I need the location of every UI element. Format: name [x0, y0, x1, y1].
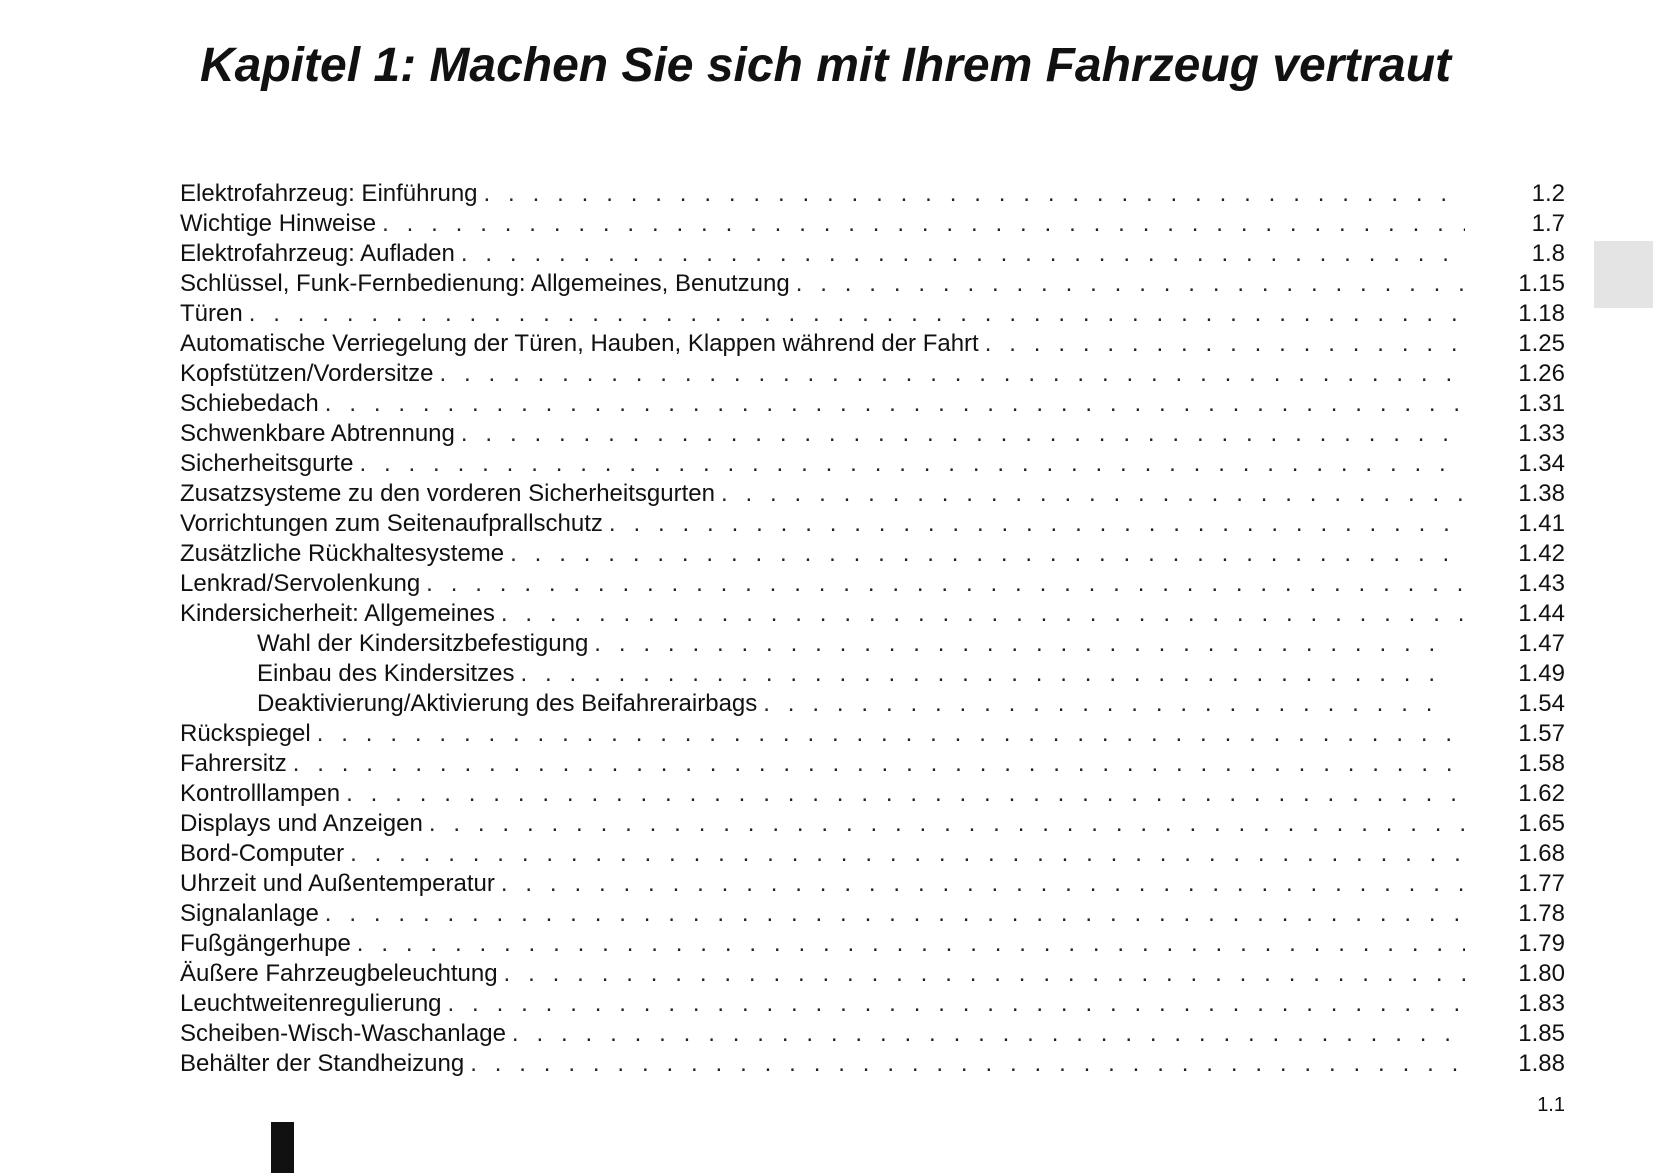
toc-entry-page: 1.78 — [1518, 900, 1565, 927]
toc-entry-label: Fußgängerhupe — [180, 930, 351, 957]
toc-dot-leader — [461, 239, 1465, 269]
toc-entry-label: Wichtige Hinweise — [180, 210, 377, 237]
toc-entry-page: 1.79 — [1518, 930, 1565, 957]
toc-entry[interactable] — [180, 419, 1565, 449]
toc-entry-label: Schiebedach — [180, 390, 319, 417]
toc-entry-page: 1.38 — [1518, 480, 1565, 507]
table-of-contents — [180, 179, 1565, 1079]
toc-entry-label: Äußere Fahrzeugbeleuchtung — [180, 960, 498, 987]
toc-entry-label: Deaktivierung/Aktivierung des Beifahrerairbags — [257, 690, 758, 717]
toc-entry-label: Automatische Verriegelung der Türen, Hauben, Klappen während der Fahrt — [180, 330, 979, 357]
toc-subentry[interactable] — [180, 659, 1565, 689]
toc-dot-leader — [359, 449, 1465, 479]
toc-entry[interactable] — [180, 839, 1565, 869]
toc-entry[interactable] — [180, 239, 1565, 269]
toc-dot-leader — [317, 719, 1465, 749]
toc-entry-page: 1.25 — [1518, 330, 1565, 357]
toc-entry-page: 1.7 — [1531, 210, 1565, 237]
toc-entry-page: 1.41 — [1518, 510, 1565, 537]
toc-entry-page: 1.88 — [1518, 1050, 1565, 1077]
toc-entry-page: 1.49 — [1518, 660, 1565, 687]
toc-dot-leader — [448, 989, 1465, 1019]
toc-entry-page: 1.62 — [1518, 780, 1565, 807]
toc-entry-label: Vorrichtungen zum Seitenaufprallschutz — [180, 510, 603, 537]
toc-entry[interactable] — [180, 449, 1565, 479]
toc-entry-label: Zusätzliche Rückhaltesysteme — [180, 540, 505, 567]
toc-entry-page: 1.33 — [1518, 420, 1565, 447]
toc-dot-leader — [796, 269, 1465, 299]
toc-entry-page: 1.85 — [1518, 1020, 1565, 1047]
toc-dot-leader — [325, 389, 1465, 419]
toc-dot-leader — [763, 689, 1435, 719]
toc-entry-label: Leuchtweitenregulierung — [180, 990, 442, 1017]
toc-entry-label: Schwenkbare Abtrennung — [180, 420, 455, 447]
toc-entry-page: 1.58 — [1518, 750, 1565, 777]
toc-entry-label: Kontrolllampen — [180, 780, 341, 807]
toc-entry[interactable] — [180, 869, 1565, 899]
toc-entry-label: Elektrofahrzeug: Aufladen — [180, 240, 455, 267]
toc-entry-page: 1.57 — [1518, 720, 1565, 747]
toc-subentry[interactable] — [180, 629, 1565, 659]
toc-entry[interactable] — [180, 779, 1565, 809]
toc-dot-leader — [501, 599, 1465, 629]
toc-dot-leader — [429, 809, 1465, 839]
toc-entry[interactable] — [180, 179, 1565, 209]
toc-entry-label: Schlüssel, Funk-Fernbedienung: Allgemeines, Benutzung — [180, 270, 790, 297]
toc-entry-label: Signalanlage — [180, 900, 319, 927]
toc-entry-label: Einbau des Kindersitzes — [257, 660, 515, 687]
toc-entry[interactable] — [180, 329, 1565, 359]
toc-entry[interactable] — [180, 359, 1565, 389]
toc-entry-page: 1.18 — [1518, 300, 1565, 327]
toc-entry[interactable] — [180, 1019, 1565, 1049]
toc-entry-page: 1.42 — [1518, 540, 1565, 567]
toc-entry[interactable] — [180, 749, 1565, 779]
toc-dot-leader — [501, 869, 1465, 899]
toc-entry-page: 1.80 — [1518, 960, 1565, 987]
toc-entry[interactable] — [180, 599, 1565, 629]
toc-entry-page: 1.54 — [1518, 690, 1565, 717]
toc-dot-leader — [520, 659, 1435, 689]
toc-entry-label: Scheiben-Wisch-Waschanlage — [180, 1020, 506, 1047]
toc-dot-leader — [357, 929, 1465, 959]
toc-entry-page: 1.26 — [1518, 360, 1565, 387]
toc-dot-leader — [470, 1049, 1465, 1079]
toc-dot-leader — [721, 479, 1465, 509]
toc-entry-label: Türen — [180, 300, 243, 327]
toc-entry-page: 1.2 — [1531, 180, 1565, 207]
toc-entry-page: 1.44 — [1518, 600, 1565, 627]
toc-entry-label: Fahrersitz — [180, 750, 287, 777]
toc-dot-leader — [504, 959, 1465, 989]
page-title: Kapitel 1: Machen Sie sich mit Ihrem Fahrzeug vertraut — [200, 39, 1451, 92]
toc-entry[interactable] — [180, 899, 1565, 929]
toc-entry[interactable] — [180, 719, 1565, 749]
toc-dot-leader — [594, 629, 1435, 659]
toc-entry-page: 1.65 — [1518, 810, 1565, 837]
toc-entry-page: 1.47 — [1518, 630, 1565, 657]
toc-dot-leader — [426, 569, 1465, 599]
toc-entry[interactable] — [180, 509, 1565, 539]
toc-entry[interactable] — [180, 269, 1565, 299]
toc-entry-page: 1.43 — [1518, 570, 1565, 597]
toc-entry-page: 1.31 — [1518, 390, 1565, 417]
toc-entry-page: 1.68 — [1518, 840, 1565, 867]
toc-entry[interactable] — [180, 809, 1565, 839]
print-crop-mark — [271, 1122, 294, 1173]
toc-entry-label: Behälter der Standheizung — [180, 1050, 465, 1077]
toc-dot-leader — [484, 179, 1465, 209]
toc-entry-label: Bord-Computer — [180, 840, 345, 867]
toc-entry[interactable] — [180, 209, 1565, 239]
toc-entry-page: 1.34 — [1518, 450, 1565, 477]
toc-entry-label: Kopfstützen/Vordersitze — [180, 360, 434, 387]
toc-entry-page: 1.8 — [1531, 240, 1565, 267]
toc-entry-label: Lenkrad/Servolenkung — [180, 570, 421, 597]
toc-entry-label: Rückspiegel — [180, 720, 311, 747]
toc-entry[interactable] — [180, 929, 1565, 959]
toc-entry-page: 1.15 — [1518, 270, 1565, 297]
toc-dot-leader — [439, 359, 1465, 389]
chapter-tab-marker — [1594, 241, 1653, 308]
toc-entry-label: Zusatzsysteme zu den vorderen Sicherheitsgurten — [180, 480, 715, 507]
toc-entry-label: Sicherheitsgurte — [180, 450, 354, 477]
toc-entry-label: Wahl der Kindersitzbefestigung — [257, 630, 589, 657]
toc-entry[interactable] — [180, 539, 1565, 569]
toc-entry[interactable] — [180, 299, 1565, 329]
page-number: 1.1 — [1537, 1094, 1565, 1116]
toc-dot-leader — [512, 1019, 1465, 1049]
toc-dot-leader — [249, 299, 1465, 329]
toc-entry-page: 1.83 — [1518, 990, 1565, 1017]
toc-dot-leader — [350, 839, 1465, 869]
toc-dot-leader — [461, 419, 1465, 449]
toc-entry-label: Elektrofahrzeug: Einführung — [180, 180, 478, 207]
toc-entry-label: Uhrzeit und Außentemperatur — [180, 870, 495, 897]
toc-dot-leader — [293, 749, 1465, 779]
toc-dot-leader — [325, 899, 1465, 929]
toc-entry-label: Kindersicherheit: Allgemeines — [180, 600, 495, 627]
toc-entry[interactable] — [180, 569, 1565, 599]
toc-entry[interactable] — [180, 959, 1565, 989]
toc-entry-label: Displays und Anzeigen — [180, 810, 423, 837]
toc-dot-leader — [346, 779, 1465, 809]
toc-dot-leader — [510, 539, 1465, 569]
toc-entry[interactable] — [180, 389, 1565, 419]
toc-subentry[interactable] — [180, 689, 1565, 719]
toc-dot-leader — [985, 329, 1465, 359]
toc-entry[interactable] — [180, 479, 1565, 509]
toc-entry-page: 1.77 — [1518, 870, 1565, 897]
toc-dot-leader — [609, 509, 1465, 539]
toc-dot-leader — [382, 209, 1465, 239]
toc-entry[interactable] — [180, 989, 1565, 1019]
toc-entry[interactable] — [180, 1049, 1565, 1079]
